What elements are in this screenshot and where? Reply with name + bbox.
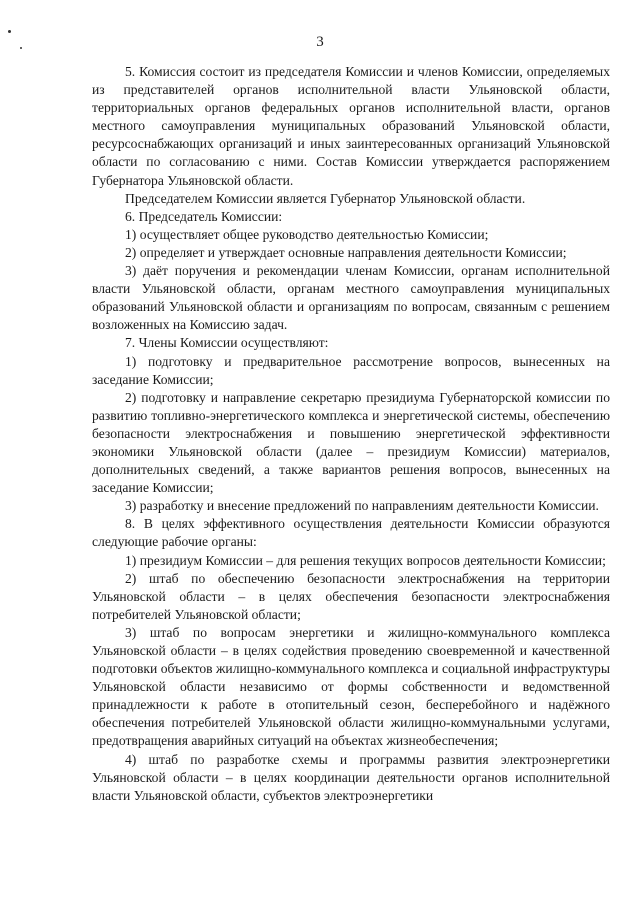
- list-item: 1) подготовку и предварительное рассмотрение вопросов, вынесенных на заседание Комиссии;: [92, 353, 610, 387]
- list-item: 1) осуществляет общее руководство деятельностью Комиссии;: [125, 226, 489, 242]
- list-item: 3) разработку и внесение предложений по направлениям деятельности Комиссии.: [125, 498, 599, 514]
- paragraph-chairman-heading: 6. Председатель Комиссии:: [125, 208, 283, 224]
- list-item: 3) даёт поручения и рекомендации членам Комиссии, органам исполнительной власти Ульяновской области, органам местного самоуправления муниципальных образований Ульяновской области и организациям по вопросам, связанным с решением возложенных на Комиссию задач.: [92, 263, 610, 333]
- list-item: 2) штаб по обеспечению безопасности электроснабжения на территории Ульяновской области – в целях обеспечения безопасности электроснабжения потребителей Ульяновской области;: [92, 570, 610, 622]
- page-number: 3: [316, 34, 324, 50]
- paragraph-chairman: Председателем Комиссии является Губернатор Ульяновской области.: [125, 190, 526, 206]
- paragraph-members-heading: 7. Члены Комиссии осуществляют:: [125, 335, 329, 351]
- list-item: 1) президиум Комиссии – для решения текущих вопросов деятельности Комиссии;: [125, 552, 606, 568]
- list-item: 3) штаб по вопросам энергетики и жилищно-коммунального комплекса Ульяновской области – в целях содействия проведению своевременной и качественной подготовки объектов жилищно-коммунального комплекса и социальной инфраструктуры Ульяновской области независимо от формы собственности и ведомственной принадлежности к работе в отопительный сезон, бесперебойного и надёжного обеспечения потребителей Ульяновской области жилищно-коммунальными услугами, предотвращения аварийных ситуаций на объектах жизнеобеспечения;: [92, 624, 610, 749]
- document-body: [92, 63, 610, 805]
- list-item: 2) определяет и утверждает основные направления деятельности Комиссии;: [125, 244, 567, 260]
- paragraph-commission-composition: 5. Комиссия состоит из председателя Комиссии и членов Комиссии, определяемых из представителей органов исполнительной власти Ульяновской области, территориальных органов федеральных органов исполнительной власти, органов местного самоуправления муниципальных образований Ульяновской области, ресурсоснабжающих организаций и иных заинтересованных организаций Ульяновской области по согласованию с ними. Состав Комиссии утверждается распоряжением Губернатора Ульяновской области.: [92, 64, 610, 188]
- list-item: 4) штаб по разработке схемы и программы развития электроэнергетики Ульяновской области – в целях координации деятельности органов исполнительной власти Ульяновской области, субъектов электроэнергетики: [92, 751, 610, 803]
- paragraph-working-bodies-heading: 8. В целях эффективного осуществления деятельности Комиссии образуются следующие рабочие органы:: [92, 516, 610, 550]
- list-item: 2) подготовку и направление секретарю президиума Губернаторской комиссии по развитию топливно-энергетического комплекса и энергетической системы, обеспечению безопасности электроснабжения и повышению энергетической эффективности экономики Ульяновской области (далее – президиум Комиссии) материалов, дополнительных сведений, а также вариантов решения вопросов, вынесенных на заседание Комиссии;: [92, 389, 610, 496]
